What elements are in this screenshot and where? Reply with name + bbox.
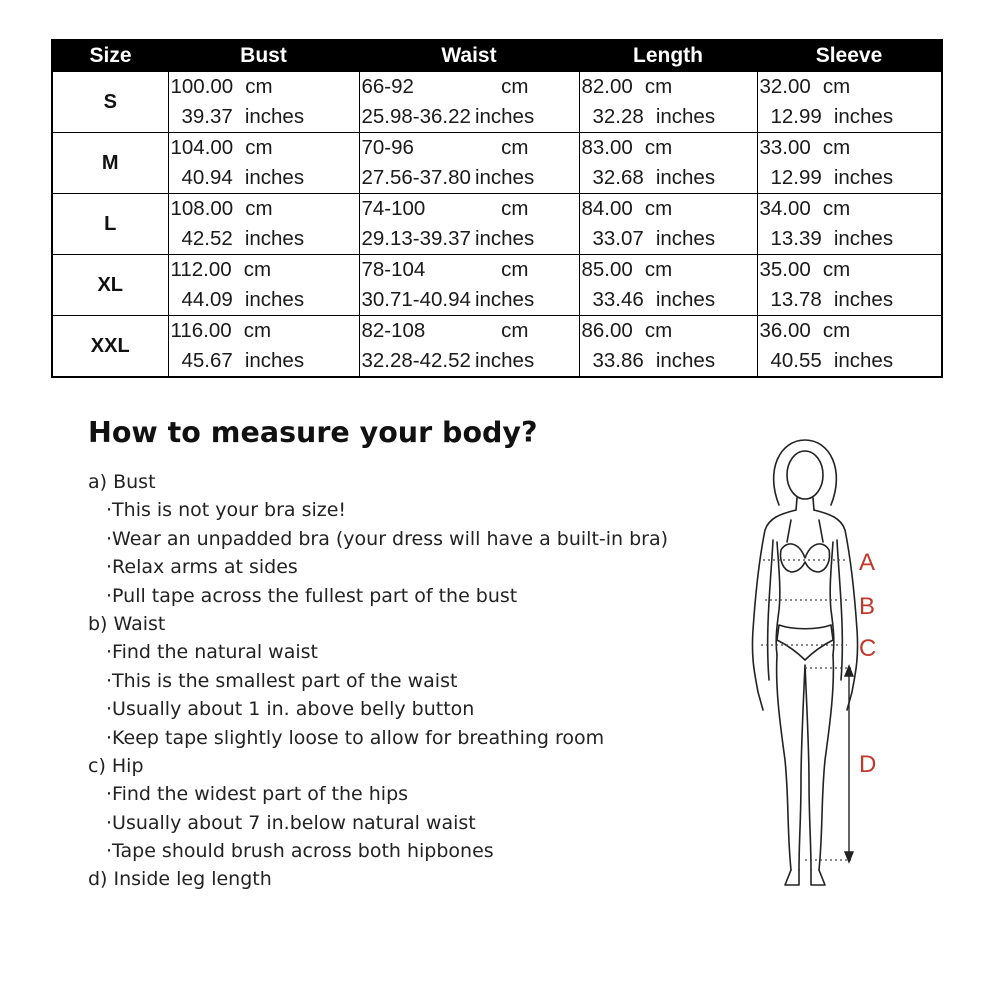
- cm-value: 85.00: [581, 258, 633, 281]
- inch-value: 32.68: [592, 166, 644, 189]
- inch-value: 32.28-42.52: [361, 349, 471, 372]
- section-heading: b) Waist: [88, 612, 166, 635]
- cm-value: 83.00: [581, 136, 633, 159]
- inch-unit: inches: [833, 349, 894, 372]
- inch-unit: inches: [655, 288, 716, 311]
- hair-outline: [774, 440, 837, 505]
- cm-unit: cm: [243, 319, 272, 342]
- table-header-row: [52, 40, 942, 72]
- cm-value: 108.00: [170, 197, 234, 220]
- label-c: C: [859, 635, 877, 662]
- cm-value: 112.00: [170, 258, 232, 281]
- inch-value: 33.07: [592, 227, 644, 250]
- instruction-item: ·This is the smallest part of the waist: [106, 669, 458, 692]
- waist-cell: [359, 255, 579, 316]
- cm-unit: cm: [822, 319, 851, 342]
- inch-unit: inches: [833, 166, 894, 189]
- length-cell: [579, 316, 757, 378]
- inch-unit: inches: [244, 349, 305, 372]
- cm-value: 84.00: [581, 197, 633, 220]
- label-d: D: [859, 751, 877, 778]
- inch-value: 39.37: [181, 105, 233, 128]
- instruction-item: ·Pull tape across the fullest part of the bust: [106, 584, 518, 607]
- header-size: Size: [52, 40, 168, 72]
- measure-instructions: [88, 468, 708, 894]
- size-label: L: [52, 194, 168, 255]
- header-bust: Bust: [168, 40, 359, 72]
- header-waist: Waist: [359, 40, 579, 72]
- instruction-item: ·Usually about 7 in.below natural waist: [106, 811, 476, 834]
- table-row: [52, 133, 942, 194]
- inch-value: 42.52: [181, 227, 233, 250]
- cm-value: 78-104: [361, 258, 426, 281]
- length-cell: [579, 255, 757, 316]
- inch-value: 13.78: [770, 288, 822, 311]
- cm-unit: cm: [245, 136, 273, 159]
- header-length: Length: [579, 40, 757, 72]
- size-label: XL: [52, 255, 168, 316]
- cm-value: 32.00: [759, 75, 811, 98]
- instruction-item: ·Tape should brush across both hipbones: [106, 840, 494, 863]
- cm-value: 82-108: [361, 319, 426, 342]
- cm-unit: cm: [644, 136, 673, 159]
- inch-value: 13.39: [770, 227, 822, 250]
- table-row: [52, 316, 942, 378]
- cm-unit: cm: [822, 136, 851, 159]
- left-arm-outline: [752, 510, 796, 710]
- inch-value: 40.94: [181, 166, 233, 189]
- header-sleeve: Sleeve: [757, 40, 942, 72]
- cm-value: 66-92: [361, 75, 414, 98]
- cm-value: 104.00: [170, 136, 234, 159]
- waist-cell: [359, 133, 579, 194]
- bra-straps: [787, 520, 823, 542]
- cm-unit: cm: [644, 75, 673, 98]
- cm-value: 34.00: [759, 197, 811, 220]
- instruction-item: ·Find the widest part of the hips: [106, 783, 409, 806]
- waist-cell: [359, 194, 579, 255]
- cm-unit: cm: [822, 258, 851, 281]
- inch-unit: inches: [655, 105, 716, 128]
- table-row: [52, 194, 942, 255]
- right-arm-outline: [814, 510, 858, 710]
- inch-value: 33.46: [592, 288, 644, 311]
- section-heading: c) Hip: [88, 754, 144, 777]
- cm-unit: cm: [501, 197, 529, 220]
- cm-unit: cm: [822, 75, 851, 98]
- cm-unit: cm: [245, 75, 273, 98]
- label-a: A: [859, 549, 876, 576]
- bust-cell: [168, 72, 359, 133]
- cm-value: 82.00: [581, 75, 633, 98]
- bust-cell: [168, 316, 359, 378]
- inch-unit: inches: [474, 288, 535, 311]
- inch-unit: inches: [655, 227, 716, 250]
- section-heading: a) Bust: [88, 471, 156, 493]
- cm-unit: cm: [644, 319, 673, 342]
- table-body: [52, 72, 942, 378]
- inch-value: 25.98-36.22: [361, 105, 471, 128]
- sleeve-cell: [757, 72, 942, 133]
- size-label: S: [52, 72, 168, 133]
- length-cell: [579, 133, 757, 194]
- instruction-item: ·Find the natural waist: [106, 641, 318, 664]
- inch-unit: inches: [244, 166, 305, 189]
- inch-value: 29.13-39.37: [361, 227, 471, 250]
- inch-value: 12.99: [770, 166, 822, 189]
- section-heading: d) Inside leg length: [88, 868, 272, 891]
- inch-value: 27.56-37.80: [361, 166, 471, 189]
- cm-value: 35.00: [759, 258, 811, 281]
- cm-unit: cm: [501, 75, 529, 98]
- cm-value: 33.00: [759, 136, 811, 159]
- bra-outline: [780, 544, 829, 572]
- sleeve-cell: [757, 194, 942, 255]
- waist-cell: [359, 316, 579, 378]
- cm-unit: cm: [501, 136, 529, 159]
- cm-value: 36.00: [759, 319, 811, 342]
- table-row: [52, 72, 942, 133]
- inch-value: 45.67: [181, 349, 233, 372]
- cm-unit: cm: [501, 319, 529, 342]
- body-measurement-figure: [735, 430, 895, 900]
- table-row: [52, 255, 942, 316]
- cm-unit: cm: [245, 197, 273, 220]
- inch-unit: inches: [833, 105, 894, 128]
- cm-value: 86.00: [581, 319, 633, 342]
- length-cell: [579, 194, 757, 255]
- instruction-item: ·Wear an unpadded bra (your dress will have a built-in bra): [106, 527, 669, 550]
- inch-value: 33.86: [592, 349, 644, 372]
- cm-unit: cm: [644, 197, 673, 220]
- inch-unit: inches: [244, 288, 305, 311]
- inch-value: 30.71-40.94: [361, 288, 471, 311]
- instruction-item: ·This is not your bra size!: [106, 499, 347, 522]
- cm-unit: cm: [243, 258, 272, 281]
- instruction-item: ·Usually about 1 in. above belly button: [106, 698, 475, 721]
- head-outline: [787, 451, 823, 499]
- inch-unit: inches: [833, 227, 894, 250]
- inch-unit: inches: [474, 349, 535, 372]
- inch-unit: inches: [474, 166, 535, 189]
- bust-cell: [168, 255, 359, 316]
- torso-outline: [776, 542, 834, 655]
- feet-outline: [785, 870, 825, 885]
- inch-value: 12.99: [770, 105, 822, 128]
- size-label: M: [52, 133, 168, 194]
- inch-value: 44.09: [181, 288, 233, 311]
- instruction-item: ·Relax arms at sides: [106, 556, 298, 579]
- cm-unit: cm: [644, 258, 673, 281]
- inch-unit: inches: [655, 349, 716, 372]
- legs-outline: [777, 655, 834, 870]
- label-b: B: [859, 593, 876, 620]
- waist-cell: [359, 72, 579, 133]
- inch-unit: inches: [474, 105, 535, 128]
- cm-unit: cm: [501, 258, 529, 281]
- cm-value: 70-96: [361, 136, 414, 159]
- inch-unit: inches: [655, 166, 716, 189]
- bust-cell: [168, 133, 359, 194]
- inch-value: 40.55: [770, 349, 822, 372]
- inch-value: 32.28: [592, 105, 644, 128]
- sleeve-cell: [757, 255, 942, 316]
- cm-value: 74-100: [361, 197, 426, 220]
- inch-unit: inches: [833, 288, 894, 311]
- bust-cell: [168, 194, 359, 255]
- measure-title: How to measure your body?: [88, 416, 538, 449]
- inch-unit: inches: [244, 227, 305, 250]
- inch-unit: inches: [474, 227, 535, 250]
- cm-unit: cm: [822, 197, 851, 220]
- cm-value: 100.00: [170, 75, 234, 98]
- cm-value: 116.00: [170, 319, 232, 342]
- size-chart-table: [51, 39, 943, 378]
- sleeve-cell: [757, 316, 942, 378]
- inch-unit: inches: [244, 105, 305, 128]
- size-label: XXL: [52, 316, 168, 378]
- instruction-item: ·Keep tape slightly loose to allow for breathing room: [106, 726, 605, 749]
- length-cell: [579, 72, 757, 133]
- briefs-outline: [777, 625, 833, 660]
- sleeve-cell: [757, 133, 942, 194]
